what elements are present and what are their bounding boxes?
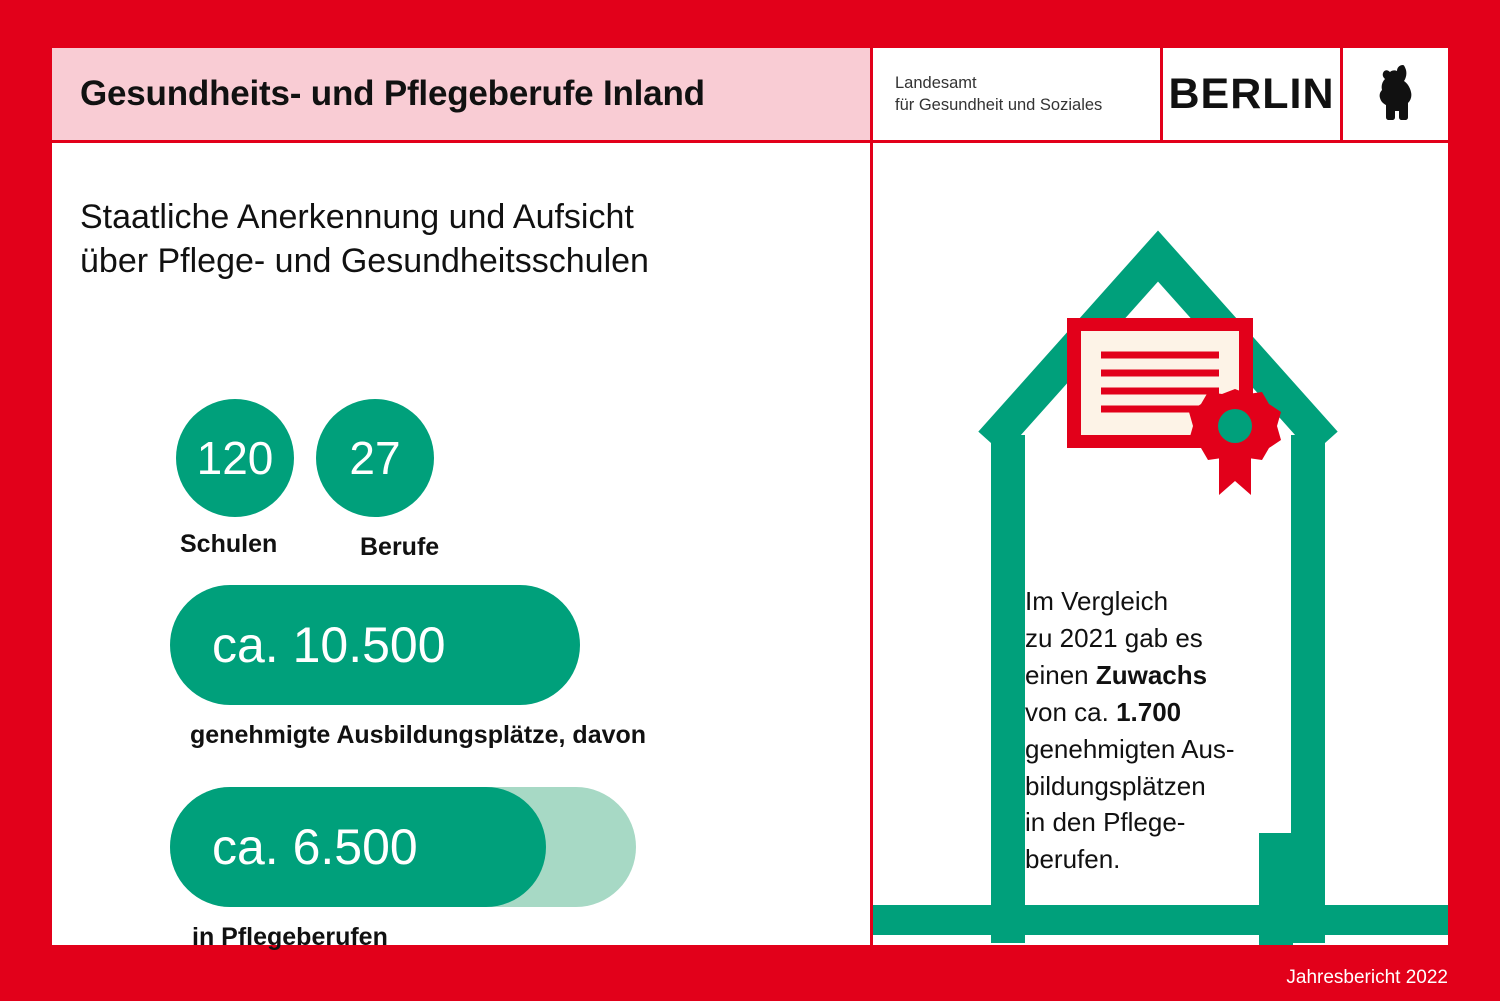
note-line-1: Im Vergleich — [1025, 586, 1169, 616]
report-footnote: Jahresbericht 2022 — [1286, 967, 1448, 988]
note-line-4 — [1025, 694, 1285, 731]
note-line-7: in den Pflege- — [1025, 807, 1186, 838]
lede-text — [80, 195, 820, 283]
note-line-3 — [1025, 657, 1285, 694]
bar-pflegeberufe — [170, 787, 546, 907]
note-line-4-pre: von ca. — [1025, 696, 1117, 727]
lede-line-1: Staatliche Anerkennung und Aufsicht — [80, 198, 634, 236]
agency-line-2: für Gesundheit und Soziales — [895, 96, 1103, 114]
stat-circle-berufe — [316, 399, 434, 517]
stat-circle-schulen — [176, 399, 294, 517]
lede-line-2: über Pflege- und Gesundheitsschulen — [80, 242, 649, 281]
certificate-seal-icon — [1067, 318, 1281, 495]
bar-value-pflegeberufe: ca. 6.500 — [212, 819, 418, 875]
info-card — [52, 48, 1448, 951]
right-panel — [870, 143, 1448, 945]
berlin-wordmark-text: BERLIN — [1168, 69, 1335, 118]
note-line-6: bildungsplätzen — [1025, 770, 1206, 801]
stat-label-schulen: Schulen — [180, 530, 278, 558]
bar-ausbildungsplaetze — [170, 585, 580, 705]
note-line-3-bold: Zuwachs — [1095, 659, 1208, 690]
note-line-3-pre: einen — [1025, 659, 1096, 690]
header-title-box — [52, 48, 870, 140]
bar-label-ausbildungsplaetze: genehmigte Ausbildungsplätze, davon — [190, 721, 647, 749]
note-line-8: berufen. — [1025, 844, 1121, 875]
agency-line-1: Landesamt — [895, 73, 977, 92]
left-panel — [52, 143, 870, 951]
page-title: Gesundheits- und Pflegeberufe Inland — [80, 74, 705, 113]
stat-value-schulen: 120 — [196, 432, 274, 484]
note-line-4-bold: 1.700 — [1116, 696, 1182, 727]
berlin-wordmark — [1160, 48, 1340, 140]
comparison-note — [1025, 583, 1285, 878]
berlin-bear-icon — [1373, 61, 1419, 128]
berlin-bear-logo — [1340, 48, 1448, 140]
note-line-5: genehmigten Aus- — [1025, 733, 1235, 764]
card-header — [52, 48, 1448, 143]
bar-value-ausbildungsplaetze: ca. 10.500 — [212, 617, 446, 673]
bar-label-pflegeberufe: in Pflegeberufen — [192, 923, 388, 951]
stat-label-berufe: Berufe — [360, 533, 440, 561]
stat-value-berufe: 27 — [349, 432, 401, 484]
agency-name — [870, 48, 1160, 140]
note-line-2: zu 2021 gab es — [1025, 622, 1203, 653]
